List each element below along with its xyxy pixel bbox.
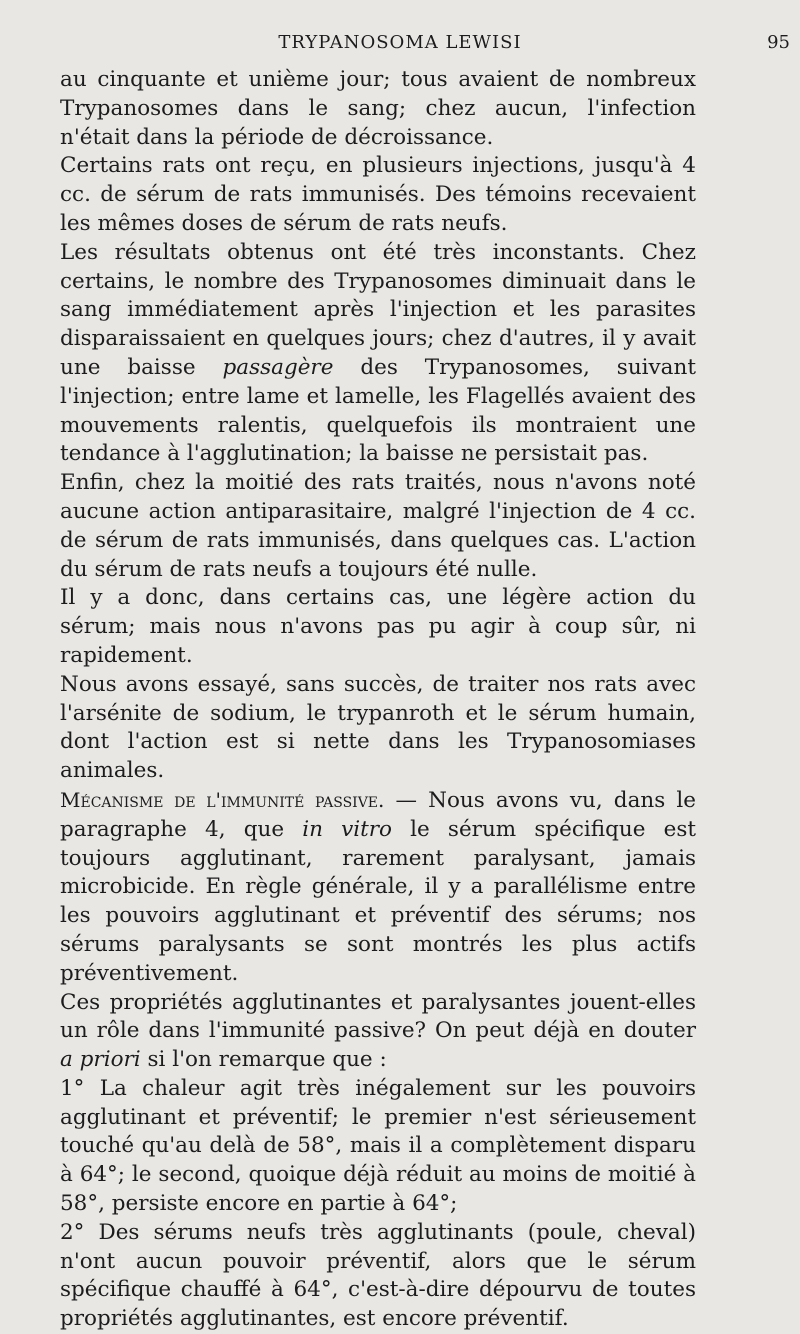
emphasis: passagère — [222, 354, 334, 380]
paragraph-text: Ces propriétés agglutinantes et paralysantes jouent-elles un rôle dans l'immunité passive? On peut déjà en douter — [60, 989, 696, 1044]
paragraph — [60, 152, 696, 238]
paragraph — [60, 584, 696, 670]
dash: — — [384, 787, 429, 813]
paragraph — [60, 671, 696, 786]
running-title: TRYPANOSOMA LEWISI — [278, 32, 522, 53]
text-body — [60, 66, 696, 1334]
paragraph-text: des Trypanosomes, suivant l'injection; entre lame et lamelle, les Flagellés avaient des mouvements ralentis, quelquefois ils montraient une tendance à l'agglutination; la baisse ne persistait pas. — [60, 354, 696, 467]
paragraph-text: le sérum spécifique est toujours agglutinant, rarement paralysant, jamais microbicide. En règle générale, il y a parallélisme entre les pouvoirs agglutinant et préventif des sérums; nos sérums paralysants se sont montrés les plus actifs préventivement. — [60, 816, 697, 986]
paragraph — [60, 989, 696, 1075]
paragraph — [60, 1219, 696, 1334]
paragraph-text: Nous avons vu, dans le paragraphe 4, que — [60, 787, 696, 842]
paragraph-text: Enfin, chez la moitié des rats traités, nous n'avons noté aucune action antiparasitaire, malgré l'injection de 4 cc. de sérum de rats immunisés, dans quelques cas. L'action du sérum de rats neufs a toujours été nulle. — [60, 470, 696, 582]
paragraph-text: Nous avons essayé, sans succès, de traiter nos rats avec l'arsénite de sodium, le trypanroth et le sérum humain, dont l'action est si nette dans les Trypanosomiases animales. — [60, 671, 696, 784]
paragraph — [60, 239, 696, 469]
paragraph-text: si l'on remarque que : — [140, 1047, 387, 1073]
section-paragraph — [60, 786, 696, 989]
paragraph-text: Certains rats ont reçu, en plusieurs injections, jusqu'à 4 cc. de sérum de rats immunisés. Des témoins recevaient les mêmes doses de sérum de rats neufs. — [60, 153, 696, 236]
paragraph-text: Il y a donc, dans certains cas, une légère action du sérum; mais nous n'avons pas pu agir à coup sûr, ni rapidement. — [60, 585, 696, 668]
paragraph — [60, 469, 696, 584]
emphasis: a priori — [60, 1047, 141, 1073]
paragraph — [60, 66, 696, 152]
paragraph — [60, 1075, 696, 1219]
paragraph-text: 1° La chaleur agit très inégalement sur les pouvoirs agglutinant et préventif; le premier n'est sérieusement touché qu'au delà de 58°, mais il a complètement disparu à 64°; le second, quoique déjà réduit au moins de moitié à 58°, persiste encore en partie à 64°; — [60, 1075, 696, 1217]
paragraph-text: au cinquante et unième jour; tous avaient de nombreux Trypanosomes dans le sang; chez aucun, l'infection n'était dans la période de décroissance. — [60, 67, 696, 150]
page-number: 95 — [767, 32, 790, 53]
page-header — [0, 30, 800, 60]
paragraph-text: Les résultats obtenus ont été très inconstants. Chez certains, le nombre des Trypanosomes diminuait dans le sang immédiatement après l'injection et les parasites disparaissaient en quelques jours; chez d'autres, il y avait une baisse — [60, 239, 696, 380]
section-heading: Mécanisme de l'immunité passive. — [60, 787, 385, 812]
paragraph-text: 2° Des sérums neufs très agglutinants (poule, cheval) n'ont aucun pouvoir préventif, alors que le sérum spécifique chauffé à 64°, c'est-à-dire dépourvu de toutes propriétés agglutinantes, est encore préventif. — [60, 1219, 696, 1332]
emphasis: in vitro — [302, 816, 392, 842]
